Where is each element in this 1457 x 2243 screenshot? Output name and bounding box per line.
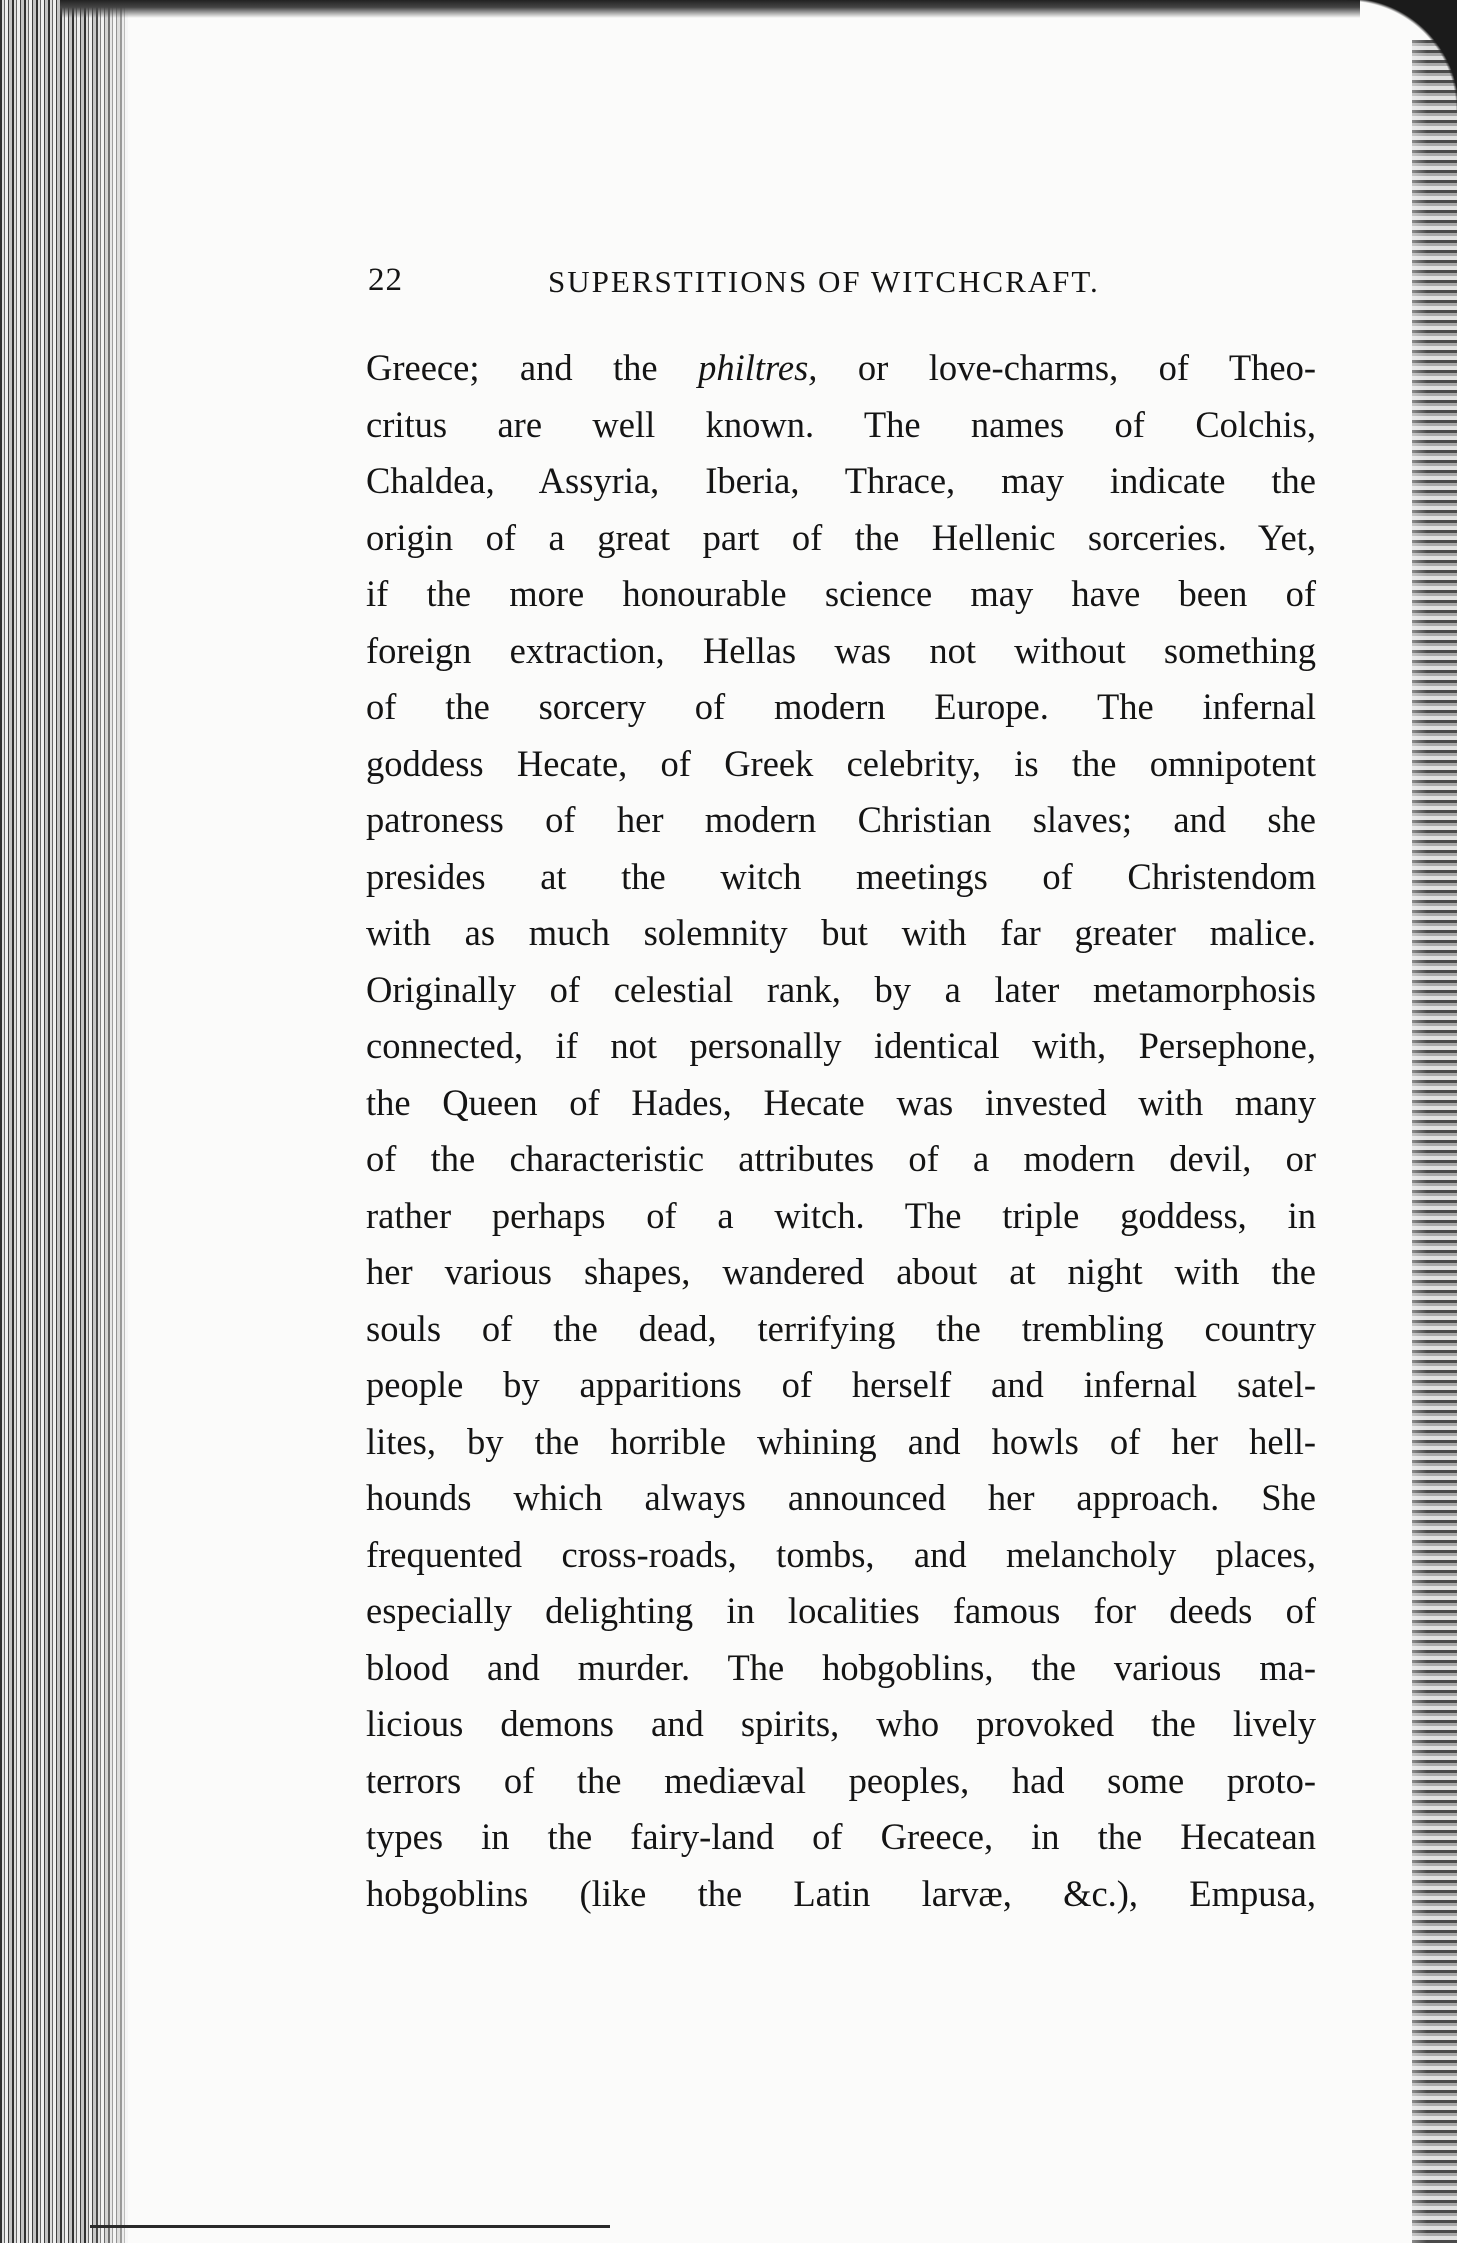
right-edge-shadow bbox=[1387, 40, 1427, 2243]
text-line-3: Chaldea, Assyria, Iberia, Thrace, may indicate the bbox=[366, 460, 1316, 501]
text-line-10: presides at the witch meetings of Christendom bbox=[366, 855, 1316, 897]
text-line-28: hobgoblins (like the Latin larvæ, &c.), Empusa, bbox=[366, 1872, 1316, 1914]
page-number: 22 bbox=[368, 262, 403, 298]
text-line-2: critus are well known. The names of Colchis, bbox=[366, 403, 1316, 445]
text-line-19: people by apparitions of herself and infernal satel- bbox=[366, 1364, 1316, 1405]
page-corner bbox=[1347, 0, 1457, 110]
text-line-13: connected, if not personally identical with, Persephone, bbox=[366, 1025, 1316, 1066]
text-line-26: terrors of the mediæval peoples, had some proto- bbox=[366, 1759, 1316, 1801]
text-line-5: if the more honourable science may have been of bbox=[366, 573, 1316, 614]
text-line-12: Originally of celestial rank, by a later metamorphosis bbox=[366, 968, 1316, 1010]
text-line-18: souls of the dead, terrifying the trembling country bbox=[366, 1307, 1316, 1349]
text-line-11: with as much solemnity but with far greater malice. bbox=[366, 912, 1316, 953]
text-line-17: her various shapes, wandered about at night with the bbox=[366, 1251, 1316, 1292]
text-line-4: origin of a great part of the Hellenic sorceries. Yet, bbox=[366, 516, 1316, 558]
binding-shadow bbox=[90, 0, 150, 2243]
text-line-1 bbox=[366, 340, 1316, 397]
text-line-15: of the characteristic attributes of a modern devil, or bbox=[366, 1138, 1316, 1179]
text-line-8: goddess Hecate, of Greek celebrity, is the omnipotent bbox=[366, 742, 1316, 784]
page-header bbox=[368, 262, 1368, 312]
top-page-edge bbox=[60, 0, 1360, 18]
body-text bbox=[366, 340, 1316, 1922]
text-line-23: especially delighting in localities famous for deeds of bbox=[366, 1590, 1316, 1631]
text-line-21: hounds which always announced her approach. She bbox=[366, 1477, 1316, 1518]
text-line-6: foreign extraction, Hellas was not without something bbox=[366, 629, 1316, 671]
text-line-1-after: or love-charms, of Theo- bbox=[817, 347, 1317, 388]
text-line-16: rather perhaps of a witch. The triple goddess, in bbox=[366, 1194, 1316, 1236]
text-line-27: types in the fairy-land of Greece, in the Hecatean bbox=[366, 1816, 1316, 1857]
text-line-14: the Queen of Hades, Hecate was invested with many bbox=[366, 1081, 1316, 1123]
text-line-7: of the sorcery of modern Europe. The infernal bbox=[366, 686, 1316, 727]
italic-word: philtres, bbox=[698, 347, 818, 388]
text-line-24: blood and murder. The hobgoblins, the various ma- bbox=[366, 1646, 1316, 1688]
text-line-25: licious demons and spirits, who provoked the lively bbox=[366, 1703, 1316, 1744]
running-head: SUPERSTITIONS OF WITCHCRAFT. bbox=[548, 264, 1100, 299]
text-line-1-before: Greece; and the bbox=[366, 347, 699, 388]
text-line-22: frequented cross-roads, tombs, and melancholy places, bbox=[366, 1533, 1316, 1575]
text-line-9: patroness of her modern Christian slaves; and she bbox=[366, 799, 1316, 840]
bottom-edge-line bbox=[90, 2225, 610, 2228]
text-line-20: lites, by the horrible whining and howls of her hell- bbox=[366, 1420, 1316, 1462]
